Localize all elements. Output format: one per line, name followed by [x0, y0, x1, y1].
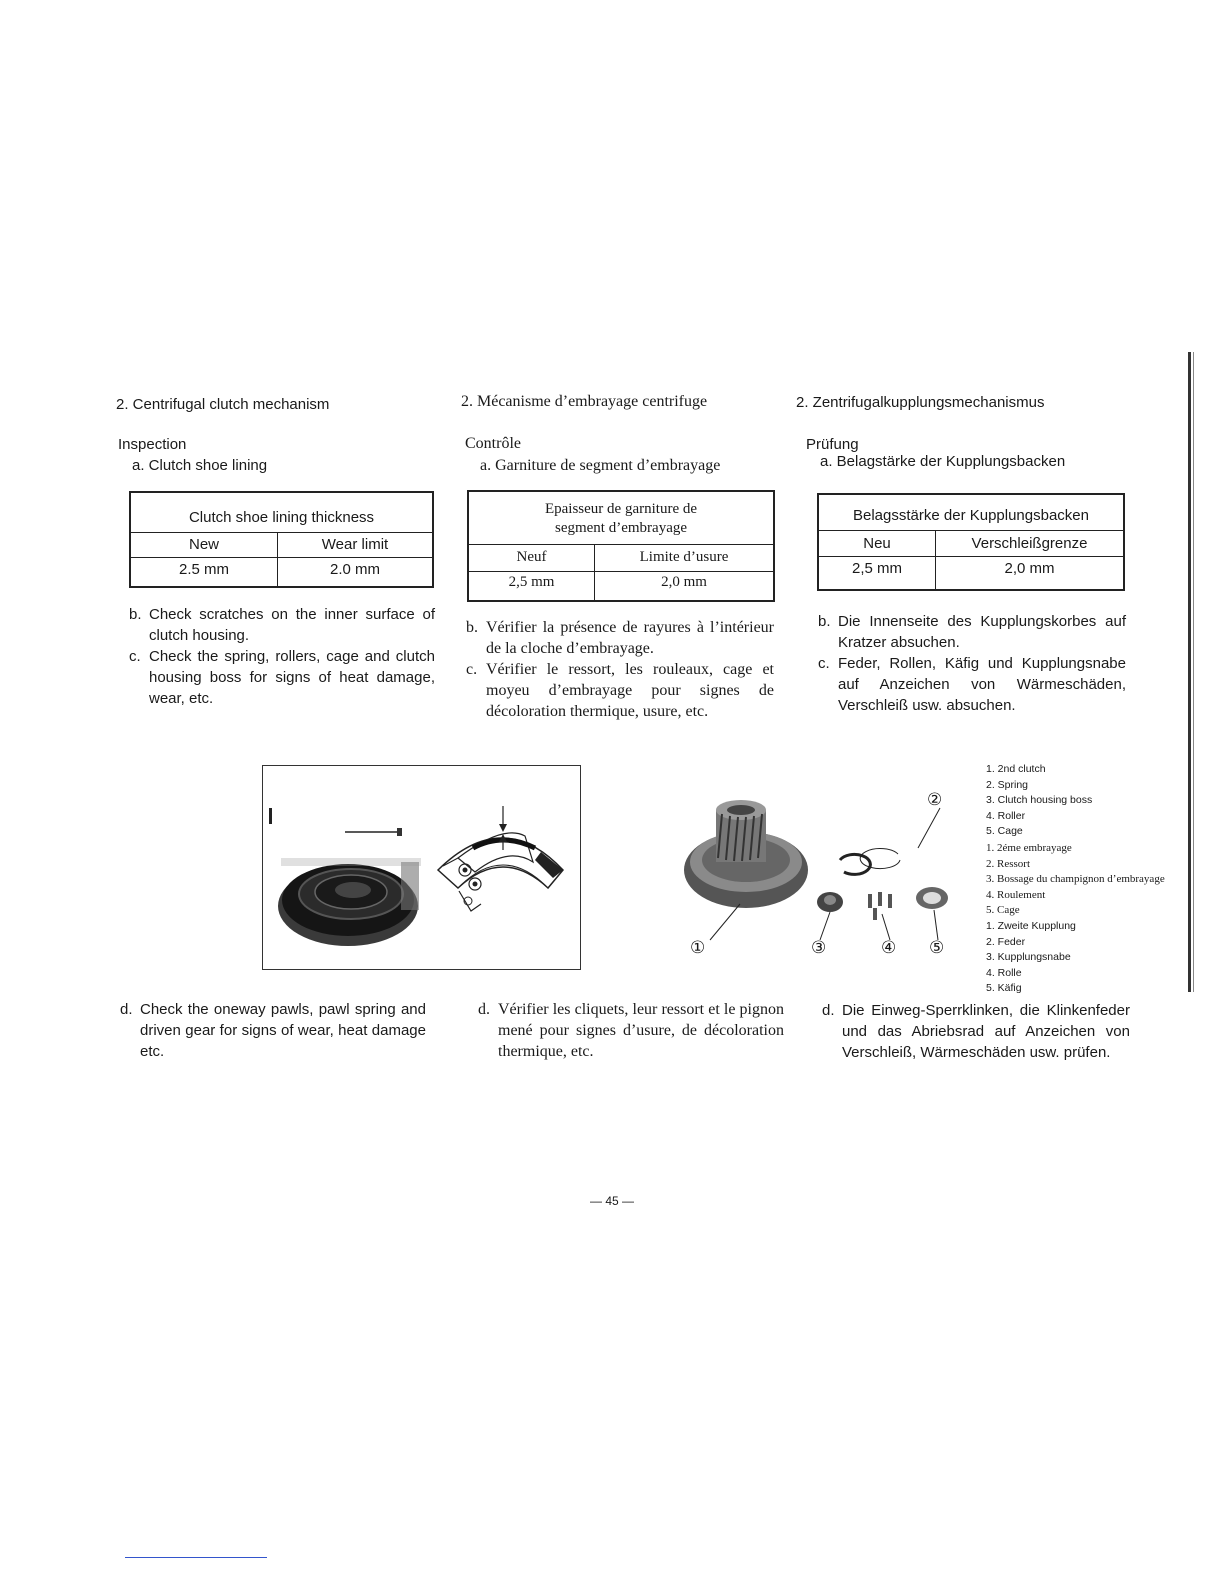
english-table-wear-header: Wear limit: [278, 532, 434, 557]
german-table-title: Belagsstärke der Kupplungsbacken: [818, 494, 1124, 530]
german-item-d: [822, 1000, 1130, 1063]
callout-3: ③: [811, 938, 827, 957]
legend-french: 1. 2éme embrayage 2. Ressort 3. Bossage du champignon d’embrayage 4. Roulement 5. Cage: [986, 842, 1165, 916]
english-table-wear-value: 2.0 mm: [278, 557, 434, 587]
french-check-list: [466, 617, 774, 722]
list-item: d. Check the oneway pawls, pawl spring and driven gear for signs of wear, heat damage etc.: [120, 1001, 426, 1060]
clutch-shoe-figure: [262, 765, 581, 970]
french-spec-table: [467, 490, 775, 602]
german-item-a: a. Belagstärke der Kupplungsbacken: [820, 453, 1066, 470]
french-item-a: a. Garniture de segment d’embrayage: [480, 457, 721, 474]
callout-2: ②: [927, 790, 943, 809]
english-table-new-value: 2.5 mm: [130, 557, 278, 587]
german-subheading: Prüfung: [806, 436, 859, 453]
clutch-parts-figure: [668, 770, 968, 970]
french-table-title: Epaisseur de garniture de segment d’embrayage: [468, 491, 774, 544]
english-subheading: Inspection: [118, 436, 187, 453]
english-item-a: a. Clutch shoe lining: [132, 457, 268, 474]
english-heading: 2. Centrifugal clutch mechanism: [116, 396, 330, 413]
german-table-new-header: Neu: [818, 530, 936, 556]
page-number: — 45 —: [590, 1194, 635, 1208]
english-spec-table: [129, 491, 434, 588]
legend-german: 1. Zweite Kupplung 2. Feder 3. Kupplungsnabe 4. Rolle 5. Käfig: [986, 920, 1076, 994]
english-item-d: [120, 999, 426, 1062]
french-table-new-header: Neuf: [468, 544, 595, 571]
french-table-wear-header: Limite d’usure: [595, 544, 775, 571]
french-table-wear-value: 2,0 mm: [595, 571, 775, 601]
german-table-wear-header: Verschleißgrenze: [936, 530, 1125, 556]
callout-4: ④: [881, 938, 897, 957]
list-item: b. Check scratches on the inner surface of clutch housing.: [129, 606, 435, 644]
list-item: b. Die Innenseite des Kupplungskorbes auf Kratzer absuchen.: [818, 613, 1126, 651]
german-table-new-value: 2,5 mm: [818, 556, 936, 590]
french-table-new-value: 2,5 mm: [468, 571, 595, 601]
french-subheading: Contrôle: [465, 435, 521, 452]
french-heading: 2. Mécanisme d’embrayage centrifuge: [461, 393, 708, 410]
binding-edge-rule-thin: [1193, 352, 1194, 992]
callout-1: ①: [690, 938, 706, 957]
french-item-d: [478, 999, 784, 1062]
german-table-wear-value: 2,0 mm: [936, 556, 1125, 590]
list-item: c. Vérifier le ressort, les rouleaux, cage et moyeu d’embrayage pour signes de décoloration thermique, usure, etc.: [466, 661, 774, 720]
english-table-title: Clutch shoe lining thickness: [130, 492, 433, 532]
clutch-shoe-illustration: [263, 766, 580, 969]
binding-edge-rule: [1188, 352, 1191, 992]
list-item: d. Die Einweg-Sperrklinken, die Klinkenfeder und das Abriebsrad auf Anzeichen von Verschleiß, Wärmeschäden usw. prüfen.: [822, 1002, 1130, 1061]
english-table-new-header: New: [130, 532, 278, 557]
footer-underline: [125, 1557, 267, 1558]
german-spec-table: [817, 493, 1125, 591]
list-item: b. Vérifier la présence de rayures à l’intérieur de la cloche d’embrayage.: [466, 619, 774, 657]
legend-english: 1. 2nd clutch 2. Spring 3. Clutch housing boss 4. Roller 5. Cage: [986, 763, 1093, 837]
english-check-list: [129, 604, 435, 709]
german-check-list: [818, 611, 1126, 716]
german-heading: 2. Zentrifugalkupplungsmechanismus: [796, 394, 1045, 411]
list-item: c. Feder, Rollen, Käfig und Kupplungsnabe auf Anzeichen von Wärmeschäden, Verschleiß usw. absuchen.: [818, 655, 1126, 714]
list-item: c. Check the spring, rollers, cage and clutch housing boss for signs of heat damage, wear, etc.: [129, 648, 435, 707]
callout-5: ⑤: [929, 938, 945, 957]
list-item: d. Vérifier les cliquets, leur ressort et le pignon mené pour signes d’usure, de décoloration thermique, etc.: [478, 1001, 784, 1060]
